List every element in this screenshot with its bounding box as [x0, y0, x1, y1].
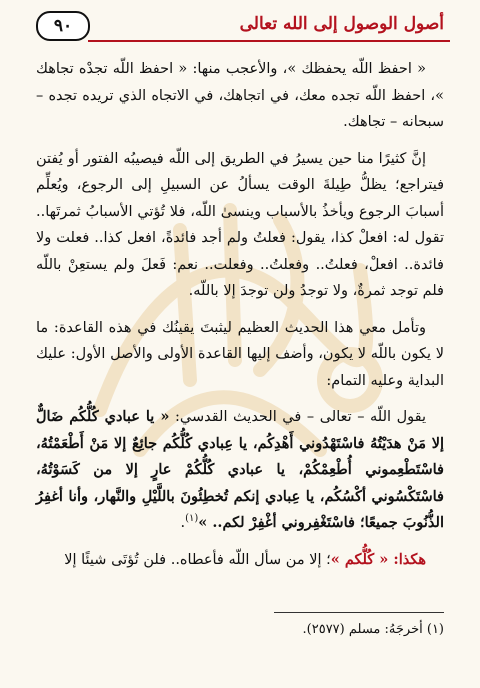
book-title: أصول الوصول إلى الله تعالى	[239, 14, 444, 34]
conclusion-paragraph	[36, 547, 444, 574]
footnote: (١) أخرجَهُ: مسلم (٢٥٧٧).	[302, 622, 444, 637]
conclusion-text: ؛ إلا من سأل اللّه فأعطاه.. فلن تُؤتَى شيئًا إلا	[64, 551, 331, 568]
page-header	[30, 10, 450, 42]
hadith-intro: يقول اللّه – تعالى – في الحديث القدسي:	[169, 409, 426, 425]
conclusion-label: هكذا: « كُلُّكم »	[330, 550, 426, 568]
hadith-text: « يا عبادي كُلُّكُم ضَالٌّ إلا مَنْ هدَيْتُهُ فاسْتَهْدُوني أَهْدِكُم، يا عِبادي كُلُّكُم جائِعٌ إلا مَنْ أَطْعَمْتُهُ، فاسْتَطْعِموني أُطْعِمْكُمْ، يا عبادي كُلُّكُمْ عارٍ إلا من كَسَوْتُهُ، فاسْتَكْسُوني أكْسُكُم، يا عِبادي إنكم تُخطِئُونَ باللَّيْلِ والنَّهار، وأنا أغفِرُ الذُّنُوبَ جميعًا؛ فاسْتَغْفِروني أغْفِرْ لكم.. »	[36, 408, 444, 531]
page-number: ٩٠	[36, 11, 90, 41]
paragraph-3: وتأمل معي هذا الحديث العظيم ليثبتَ يقينُك في هذه القاعدة: ما لا يكون باللّه لا يكون، وأضف إليها القاعدة الأولى والأصل الأول: عليك البداية وعليه التمام:	[36, 319, 444, 389]
footnote-divider	[274, 612, 444, 613]
header-divider	[88, 40, 450, 42]
paragraph-2: إنَّ كثيرًا منا حين يسيرُ في الطريق إلى اللّه فيصيبُه الفتور أو يُفتن فيتراجع؛ يظلُّ طِيلةَ الوقت يسألُ عن السبيلِ إلى الرجوع، ويُعلِّم أسبابَ الرجوع ويأخذُ بالأسباب وينسىٰ اللّه، فلا تُؤتي الأسبابُ ثمرتَها.. تقول له: افعلْ كذا، يقول: فعلتُ ولم أجد فائدةً، افعل كذا.. فعلت ولا فائدة.. افعلْ، فعلتُ.. وفعلتُ.. وفعلت.. نعم: فَعلَ ولم يستعِنْ باللّه فلم توجد ثمرةٌ، ولا توجدُ ولن توجدَ إلا باللّه.	[36, 150, 444, 299]
paragraph-1: « احفظ اللّه يحفظك »، والأعجب منها: « احفظ اللّه تجدْه تجاهك »، احفظ اللّه تجده معك، في اتجاهك، في الاتجاه الذي تريده تجده – سبحانه – تجاهك.	[36, 61, 444, 130]
footnote-reference: (١)	[185, 513, 199, 525]
page-body	[36, 56, 444, 583]
hadith-paragraph: يقول اللّه – تعالى – في الحديث القدسي: « يا عبادي كُلُّكُم ضَالٌّ إلا مَنْ هدَيْتُهُ فاسْتَهْدُوني أَهْدِكُم، يا عِبادي كُلُّكُم جائِعٌ إلا مَنْ أَطْعَمْتُهُ، فاسْتَطْعِموني أُطْعِمْكُمْ، يا عبادي كُلُّكُمْ عارٍ إلا من كَسَوْتُهُ، فاسْتَكْسُوني أكْسُكُم، يا عِبادي إنكم تُخطِئُونَ باللَّيْلِ والنَّهار، وأنا أغفِرُ الذُّنُوبَ جميعًا؛ فاسْتَغْفِروني أغْفِرْ لكم.. »$^{(١)}$.	[36, 408, 444, 531]
